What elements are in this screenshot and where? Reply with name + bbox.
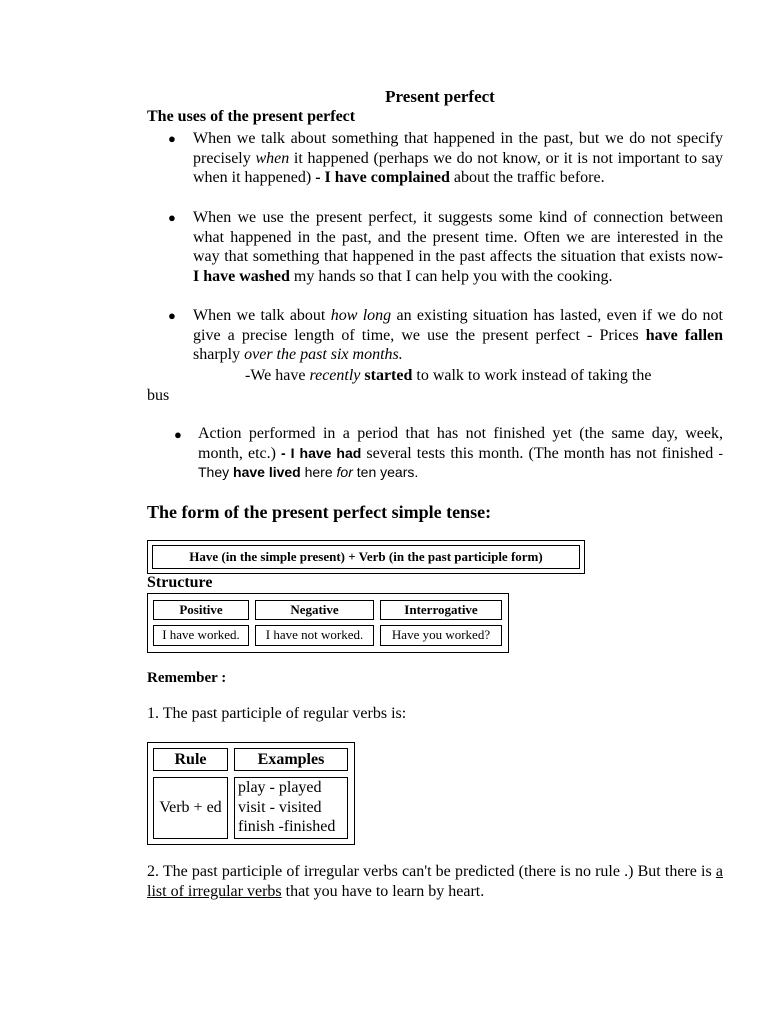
remember-label: Remember : <box>147 670 227 686</box>
example-line: finish -finished <box>238 818 336 835</box>
cell-negative: I have not worked. <box>255 625 374 646</box>
example: have fallen <box>645 326 724 344</box>
uses-heading: The uses of the present perfect <box>147 108 356 125</box>
text: When we use the present perfect, it suggests some kind of connection between what happened in the past, and the present time. Often we are interested in the way that something that happened in the past affects the situation that exists now <box>193 209 723 265</box>
text: -We have <box>245 367 310 384</box>
text: that you have to learn by heart. <box>281 883 485 900</box>
example: started <box>364 367 413 384</box>
emphasis: when <box>255 149 290 167</box>
bullet-icon: ● <box>168 210 176 225</box>
example-line: play - played <box>238 779 322 796</box>
extra-continuation: bus <box>147 387 170 404</box>
text: an existing situation has lasted, even if we do not give a precise length of time, we use the present perfect - Prices <box>193 307 723 344</box>
bullet-icon: ● <box>168 131 176 146</box>
structure-label: Structure <box>147 574 213 591</box>
bullet-item-4 <box>198 424 723 483</box>
page-title: Present perfect <box>385 87 495 106</box>
bullet-item-3 <box>193 306 723 365</box>
examples-cell <box>234 777 348 839</box>
text: to walk to work instead of taking the <box>412 367 652 384</box>
text: 2. The past participle of irregular verbs can't be predicted (there is no rule .) But there is <box>147 863 716 880</box>
example: - I have complained <box>315 169 450 186</box>
irregular-verbs-link[interactable]: a list of irregular verbs <box>147 863 723 900</box>
example: - I have washed <box>193 248 723 285</box>
text: sharply <box>193 346 245 363</box>
text: When we talk about something that happened in the past, but we do not specify precisely <box>193 130 723 167</box>
example: have lived <box>233 464 301 480</box>
header-rule: Rule <box>153 748 228 771</box>
bullet-item-1 <box>193 129 723 188</box>
text: about the traffic before. <box>449 169 605 186</box>
text: it happened (perhaps we do not know, or it is not important to say when it happened) <box>193 149 724 186</box>
point-1: 1. The past participle of regular verbs is: <box>147 705 407 722</box>
text: Action performed in a period that has not finished yet (the same day, week, month, etc.) <box>198 425 723 462</box>
rule-value: Verb + ed <box>153 777 228 839</box>
cell-interrogative: Have you worked? <box>380 625 502 646</box>
bullet-item-2 <box>193 208 723 286</box>
text: here <box>300 464 337 480</box>
bullet-icon: ● <box>174 427 182 442</box>
header-positive: Positive <box>153 600 249 620</box>
formula-text: Have (in the simple present) + Verb (in the past participle form) <box>152 545 580 569</box>
bullet-icon: ● <box>168 308 176 323</box>
cell-positive: I have worked. <box>153 625 249 646</box>
header-interrogative: Interrogative <box>380 600 502 620</box>
text: my hands so that I can help you with the cooking. <box>289 267 613 285</box>
text: When we talk about <box>193 307 331 324</box>
point-2 <box>147 862 723 902</box>
emphasis: how long <box>330 307 392 324</box>
emphasis: recently <box>309 367 361 384</box>
text: several tests this month. (The month has not finished <box>361 444 719 462</box>
header-negative: Negative <box>255 600 374 620</box>
formula-box <box>147 540 585 574</box>
structure-table <box>147 593 509 653</box>
text: ten years. <box>352 464 419 480</box>
header-examples: Examples <box>234 748 348 771</box>
example: - I have had <box>281 444 362 461</box>
form-heading: The form of the present perfect simple tense: <box>147 502 492 522</box>
rule-table <box>147 742 355 845</box>
text: - They <box>198 444 724 480</box>
extra-example <box>245 366 723 386</box>
emphasis: over the past six months. <box>244 346 403 363</box>
example-line: visit - visited <box>238 798 322 816</box>
emphasis: for <box>336 464 353 480</box>
